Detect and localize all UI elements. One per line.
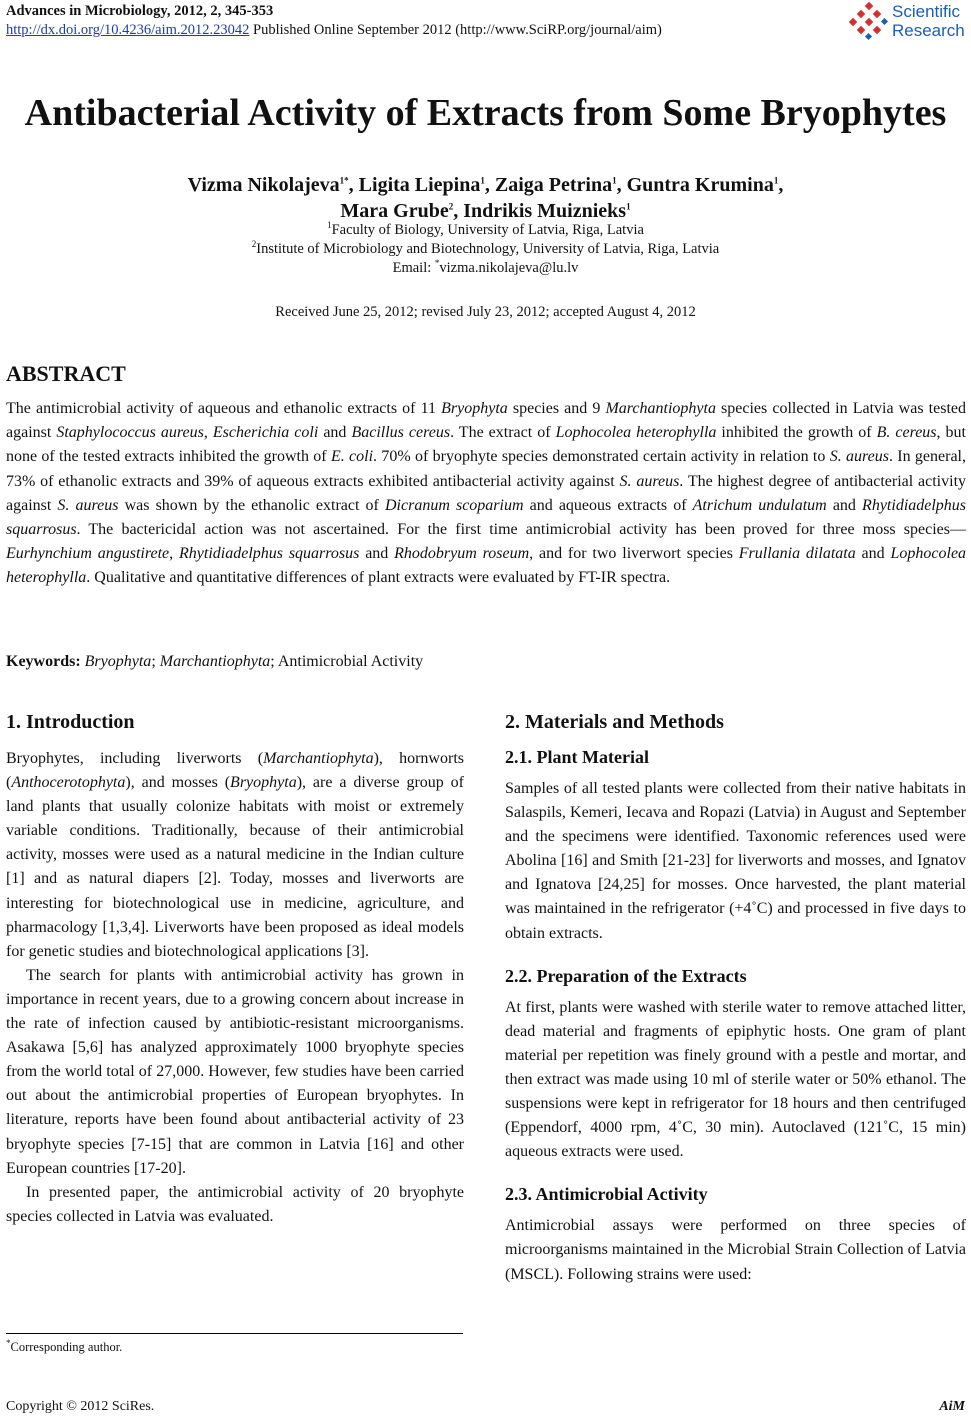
journal-citation (6, 2, 662, 21)
body-paragraph: In presented paper, the antimicrobial activity of 20 bryophyte species collected in Latvia was evaluated. (6, 1183, 464, 1225)
published-online: Published Online September 2012 (http://www.SciRP.org/journal/aim) (249, 22, 662, 38)
footnote-divider (6, 1333, 463, 1334)
journal-name: Advances in Microbiology (6, 3, 167, 19)
author-name: Vizma Nikolajeva (187, 174, 340, 196)
author-name: Ligita Liepina (358, 174, 481, 196)
right-column (505, 709, 966, 1287)
affiliations (0, 221, 971, 278)
paper-title: Antibacterial Activity of Extracts from Some Bryophytes (24, 92, 947, 134)
affiliation-line: $^2$Institute of Microbiology and Biotechnology, University of Latvia, Riga, Latvia (251, 239, 720, 257)
author-affiliation-mark: 1 (480, 175, 485, 186)
section-heading: 2. Materials and Methods (505, 711, 724, 733)
doi-line (6, 21, 662, 40)
author-list (0, 172, 971, 224)
keywords-label: Keywords: (6, 653, 81, 670)
author-name: Guntra Krumina (626, 174, 774, 196)
author-name: Indrikis Muiznieks (463, 200, 627, 222)
running-header (6, 2, 662, 40)
author-affiliation-mark: 1 (773, 175, 779, 186)
keywords (6, 653, 423, 671)
journal-abbrev: AiM (939, 1399, 965, 1414)
logo-text-line-2: Research (892, 21, 965, 40)
abstract-body: The antimicrobial activity of aqueous and ethanolic extracts of 11 Bryophyta species and 9 Marchantiophyta species collected in Latvia was tested against Staphylococcus aureus, Escherichia coli and Bacillus cereus. The extract of Lophocolea heterophylla inhibited the growth of B. cereus, but none of the tested extracts inhibited the growth of E. coli. 70% of bryophyte species demonstrated certain activity in relation to S. aureus. In general, 73% of ethanolic extracts and 39% of aqueous extracts exhibited antibacterial activity against S. aureus. The highest degree of antibacterial activity against S. aureus was shown by the ethanolic extract of Dicranum scoparium and aqueous extracts of Atrichum undulatum and Rhytidiadelphus squarrosus. The bactericidal action was not ascertained. For the first time antimicrobial activity has been proved for three moss species—Eurhynchium angustirete, Rhytidiadelphus squarrosus and Rhodobryum roseum, and for two liverwort species Frullania dilatata and Lophocolea heterophylla. Qualitative and quantitative differences of plant extracts were evaluated by FT-IR spectra. (6, 400, 967, 587)
body-paragraph: At first, plants were washed with sterile water to remove attached litter, dead material and fragments of epiphytic hosts. One gram of plant material per repetition was finely ground with a pestle and mortar, and then extract was made using 10 ml of sterile water or 50% ethanol. The suspensions were kept in refrigerator for 18 hours and then centrifuged (Eppendorf, 4000 rpm, 4˚C, 30 min). Autoclaved (121˚C, 15 min) aqueous extracts were used. (505, 998, 966, 1161)
abstract-heading: ABSTRACT (6, 361, 126, 386)
author-name: Mara Grube (340, 200, 449, 222)
body-paragraph: Bryophytes, including liverworts (Marchantiophyta), hornworts (Anthocerotophyta), and mosses (Bryophyta), are a diverse group of land plants that usually colonize habitats with moist or extremely variable conditions. Traditionally, because of their antimicrobial activity, mosses were used as a natural medicine in the Indian culture [1] and as natural diapers [2]. Today, mosses and liverworts are interesting for biotechnological use in medicine, agriculture, and pharmacology [1,3,4]. Liverworts have been proposed as ideal models for genetic studies and biotechnological applications [3]. (6, 750, 464, 960)
copyright: Copyright © 2012 SciRes. (6, 1399, 155, 1414)
body-paragraph: The search for plants with antimicrobial activity has grown in importance in recent years, due to a growing concern about increase in the rate of infection caused by antibiotic-resistant microorganisms. Asakawa [5,6] has analyzed approximately 1000 bryophyte species from the world total of 27,000. However, few studies have been carried out about the antimicrobial properties of European bryophytes. In literature, reports have been found about antibacterial activity of 23 bryophyte species [7-15] that are common in Latvia [16] and other European countries [17-20]. (6, 966, 464, 1177)
author-line-1: Vizma Nikolajeva$^{1*}$, Ligita Liepina$^1$, Zaiga Petrina$^1$, Guntra Krumina$^1$, (187, 174, 784, 196)
author-affiliation-mark: 1* (339, 175, 349, 186)
author-affiliation-mark: 1 (626, 201, 631, 212)
body-paragraph: Antimicrobial assays were performed on three species of microorganisms maintained in the Microbial Strain Collection of Latvia (MSCL). Following strains were used: (505, 1217, 966, 1283)
subsection-heading: 2.1. Plant Material (505, 747, 649, 767)
keywords-text: Bryophyta; Marchantiophyta; Antimicrobial Activity (84, 653, 424, 670)
affiliation-line: Email: *vizma.nikolajeva@lu.lv (392, 258, 579, 276)
body-paragraph: Samples of all tested plants were collected from their native habitats in Salaspils, Kemeri, Iecava and Ropazi (Latvia) in August and September and the specimens were identified. Taxonomic references used were Abolina [16] and Smith [21-23] for liverworts and mosses, and Ignatov and Ignatova [24,25] for mosses. Once harvested, the plant material was maintained in the refrigerator (+4˚C) and processed in five days to obtain extracts. (505, 780, 966, 942)
received-dates: Received June 25, 2012; revised July 23, 2012; accepted August 4, 2012 (275, 304, 696, 320)
logo-text (892, 2, 965, 40)
journal-issue: , 2012, 2, 345-353 (166, 3, 274, 19)
logo-mark-icon (848, 2, 888, 42)
page-footer (6, 1399, 965, 1415)
subsection-heading: 2.3. Antimicrobial Activity (505, 1184, 708, 1205)
footnote: *Corresponding author. (6, 1337, 123, 1354)
author-affiliation-mark: 1 (612, 175, 617, 186)
author-affiliation-mark: 2 (448, 201, 454, 212)
author-name: Zaiga Petrina (494, 174, 613, 196)
author-line-2: Mara Grube$^2$, Indrikis Muiznieks$^1$ (340, 200, 631, 222)
publisher-logo (848, 2, 970, 42)
subsection-heading: 2.2. Preparation of the Extracts (505, 965, 747, 986)
logo-text-line-1: Scientific (892, 2, 961, 21)
left-column (6, 709, 464, 1229)
section-heading: 1. Introduction (6, 711, 135, 733)
doi-link[interactable]: http://dx.doi.org/10.4236/aim.2012.23042 (6, 22, 250, 38)
affiliation-line: $^1$Faculty of Biology, University of Latvia, Riga, Latvia (327, 220, 644, 238)
